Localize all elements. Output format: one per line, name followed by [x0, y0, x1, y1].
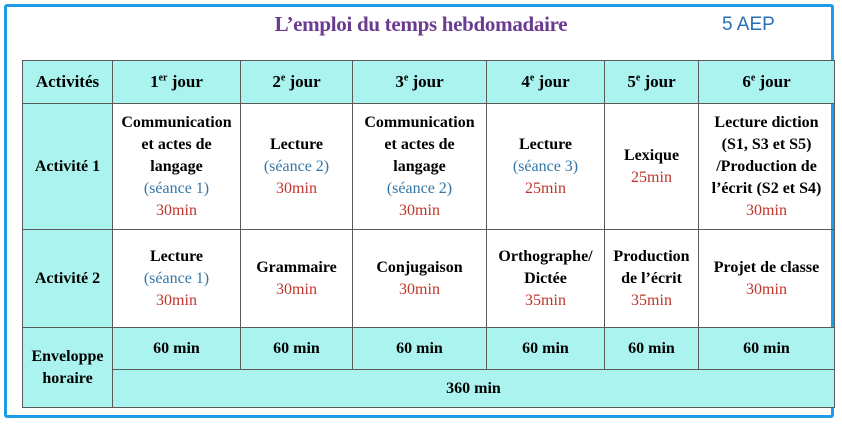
envelope-label: Enveloppe horaire	[23, 328, 113, 408]
envelope-day-5: 60 min	[605, 328, 699, 370]
day-5-header: 5e jour	[605, 61, 699, 104]
activity-cell: Lecture (séance 3) 25min	[487, 104, 605, 230]
header-row	[23, 61, 835, 104]
activity-1-label: Activité 1	[23, 104, 113, 230]
activity-2-row	[23, 230, 835, 328]
activity-cell: Conjugaison 30min	[353, 230, 487, 328]
envelope-day-4: 60 min	[487, 328, 605, 370]
timetable	[22, 60, 835, 408]
activity-cell: Grammaire 30min	[241, 230, 353, 328]
day-1-header: 1er jour	[113, 61, 241, 104]
activity-cell: Communication et actes de langage (séance 2) 30min	[353, 104, 487, 230]
envelope-row	[23, 328, 835, 370]
class-label: 5 AEP	[722, 14, 775, 35]
activity-1-row	[23, 104, 835, 230]
activity-cell: Lecture diction (S1, S3 et S5) /Production de l’écrit (S2 et S4) 30min	[699, 104, 835, 230]
day-2-header: 2e jour	[241, 61, 353, 104]
envelope-day-6: 60 min	[699, 328, 835, 370]
activity-cell: Lecture (séance 2) 30min	[241, 104, 353, 230]
day-6-header: 6e jour	[699, 61, 835, 104]
activity-cell: Orthographe/ Dictée 35min	[487, 230, 605, 328]
activities-header: Activités	[23, 61, 113, 104]
envelope-day-1: 60 min	[113, 328, 241, 370]
total-hours: 360 min	[113, 370, 835, 408]
envelope-day-3: 60 min	[353, 328, 487, 370]
activity-2-label: Activité 2	[23, 230, 113, 328]
activity-cell: Lecture (séance 1) 30min	[113, 230, 241, 328]
activity-cell: Communication et actes de langage (séance 1) 30min	[113, 104, 241, 230]
activity-cell: Production de l’écrit 35min	[605, 230, 699, 328]
day-3-header: 3e jour	[353, 61, 487, 104]
day-4-header: 4e jour	[487, 61, 605, 104]
page-title: L’emploi du temps hebdomadaire	[274, 12, 568, 36]
total-row	[23, 370, 835, 408]
activity-cell: Projet de classe 30min	[699, 230, 835, 328]
envelope-day-2: 60 min	[241, 328, 353, 370]
activity-cell: Lexique 25min	[605, 104, 699, 230]
